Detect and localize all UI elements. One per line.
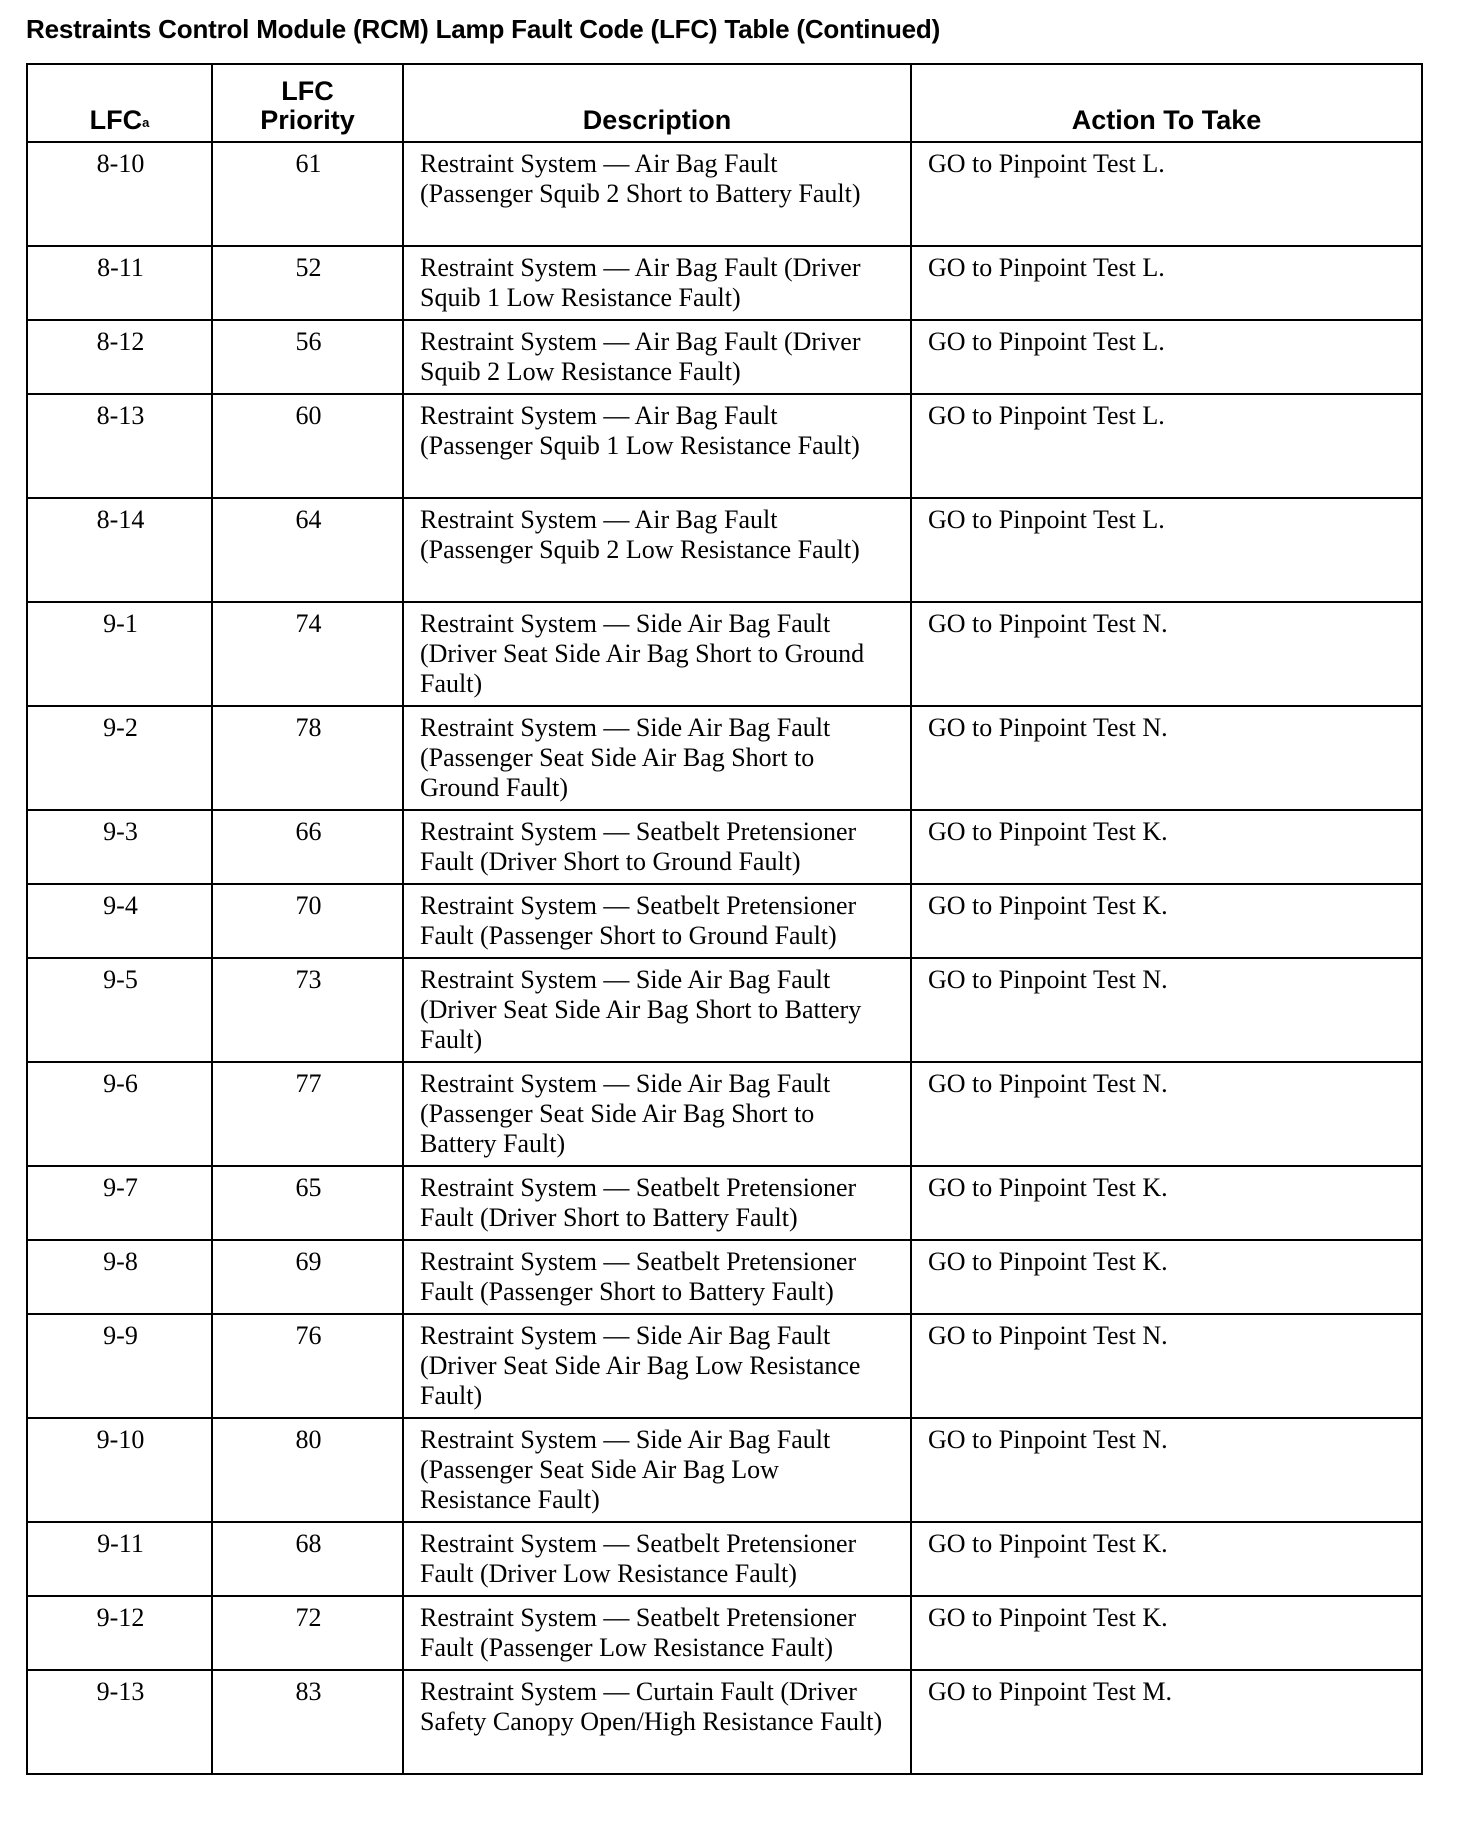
lfc-priority: 78	[212, 706, 403, 810]
header-lfc-label: LFC	[89, 105, 143, 135]
table-row	[27, 1418, 1422, 1522]
lfc-action: GO to Pinpoint Test L.	[911, 320, 1422, 394]
lfc-description: Restraint System — Seatbelt Pretensioner Fault (Passenger Low Resistance Fault)	[403, 1596, 911, 1670]
footnote-marker: a	[142, 115, 150, 130]
table-row	[27, 1596, 1422, 1670]
lfc-description: Restraint System — Air Bag Fault (Passenger Squib 1 Low Resistance Fault)	[403, 394, 911, 498]
header-priority-line1: LFC	[281, 76, 334, 106]
table-row	[27, 810, 1422, 884]
lfc-description: Restraint System — Side Air Bag Fault (Driver Seat Side Air Bag Short to Battery Fault)	[403, 958, 911, 1062]
lfc-code: 9-9	[27, 1314, 212, 1418]
lfc-code: 9-6	[27, 1062, 212, 1166]
lfc-action: GO to Pinpoint Test L.	[911, 394, 1422, 498]
lfc-description: Restraint System — Seatbelt Pretensioner Fault (Driver Low Resistance Fault)	[403, 1522, 911, 1596]
header-lfc	[27, 64, 212, 142]
lfc-action: GO to Pinpoint Test K.	[911, 1596, 1422, 1670]
lfc-code: 9-13	[27, 1670, 212, 1774]
lfc-table	[26, 63, 1423, 1775]
table-row	[27, 706, 1422, 810]
lfc-code: 8-14	[27, 498, 212, 602]
lfc-code: 9-2	[27, 706, 212, 810]
lfc-priority: 74	[212, 602, 403, 706]
lfc-priority: 60	[212, 394, 403, 498]
lfc-code: 9-3	[27, 810, 212, 884]
lfc-code: 9-4	[27, 884, 212, 958]
lfc-action: GO to Pinpoint Test L.	[911, 498, 1422, 602]
lfc-description: Restraint System — Air Bag Fault (Passenger Squib 2 Short to Battery Fault)	[403, 142, 911, 246]
lfc-priority: 56	[212, 320, 403, 394]
table-row	[27, 246, 1422, 320]
lfc-description: Restraint System — Seatbelt Pretensioner Fault (Passenger Short to Battery Fault)	[403, 1240, 911, 1314]
lfc-description: Restraint System — Side Air Bag Fault (Passenger Seat Side Air Bag Short to Ground Fault)	[403, 706, 911, 810]
page-title: Restraints Control Module (RCM) Lamp Fault Code (LFC) Table (Continued)	[26, 14, 941, 44]
lfc-description: Restraint System — Air Bag Fault (Driver Squib 1 Low Resistance Fault)	[403, 246, 911, 320]
lfc-priority: 83	[212, 1670, 403, 1774]
table-row	[27, 602, 1422, 706]
lfc-code: 9-8	[27, 1240, 212, 1314]
table-row	[27, 1670, 1422, 1774]
lfc-priority: 65	[212, 1166, 403, 1240]
lfc-description: Restraint System — Air Bag Fault (Passenger Squib 2 Low Resistance Fault)	[403, 498, 911, 602]
lfc-action: GO to Pinpoint Test M.	[911, 1670, 1422, 1774]
lfc-action: GO to Pinpoint Test N.	[911, 1314, 1422, 1418]
table-row	[27, 320, 1422, 394]
lfc-code: 9-7	[27, 1166, 212, 1240]
lfc-action: GO to Pinpoint Test N.	[911, 1062, 1422, 1166]
lfc-priority: 66	[212, 810, 403, 884]
table-row	[27, 884, 1422, 958]
lfc-code: 9-10	[27, 1418, 212, 1522]
table-row	[27, 1240, 1422, 1314]
lfc-code: 8-10	[27, 142, 212, 246]
lfc-action: GO to Pinpoint Test N.	[911, 602, 1422, 706]
header-row	[27, 64, 1422, 142]
lfc-description: Restraint System — Side Air Bag Fault (Driver Seat Side Air Bag Low Resistance Fault)	[403, 1314, 911, 1418]
lfc-priority: 52	[212, 246, 403, 320]
lfc-action: GO to Pinpoint Test K.	[911, 1240, 1422, 1314]
table-row	[27, 1522, 1422, 1596]
lfc-description: Restraint System — Curtain Fault (Driver Safety Canopy Open/High Resistance Fault)	[403, 1670, 911, 1774]
lfc-action: GO to Pinpoint Test N.	[911, 1418, 1422, 1522]
lfc-code: 9-11	[27, 1522, 212, 1596]
lfc-code: 9-5	[27, 958, 212, 1062]
lfc-priority: 68	[212, 1522, 403, 1596]
lfc-code: 8-11	[27, 246, 212, 320]
lfc-priority: 73	[212, 958, 403, 1062]
lfc-description: Restraint System — Side Air Bag Fault (Driver Seat Side Air Bag Short to Ground Fault)	[403, 602, 911, 706]
lfc-action: GO to Pinpoint Test K.	[911, 1166, 1422, 1240]
lfc-description: Restraint System — Seatbelt Pretensioner Fault (Driver Short to Ground Fault)	[403, 810, 911, 884]
lfc-priority: 77	[212, 1062, 403, 1166]
lfc-action: GO to Pinpoint Test L.	[911, 142, 1422, 246]
lfc-action: GO to Pinpoint Test N.	[911, 958, 1422, 1062]
lfc-action: GO to Pinpoint Test K.	[911, 884, 1422, 958]
table-row	[27, 142, 1422, 246]
lfc-action: GO to Pinpoint Test L.	[911, 246, 1422, 320]
lfc-code: 9-1	[27, 602, 212, 706]
header-action: Action To Take	[911, 64, 1422, 142]
lfc-code: 8-12	[27, 320, 212, 394]
lfc-priority: 72	[212, 1596, 403, 1670]
table-row	[27, 394, 1422, 498]
table-row	[27, 1166, 1422, 1240]
lfc-priority: 69	[212, 1240, 403, 1314]
table-row	[27, 1314, 1422, 1418]
lfc-priority: 70	[212, 884, 403, 958]
lfc-priority: 64	[212, 498, 403, 602]
lfc-code: 9-12	[27, 1596, 212, 1670]
table-row	[27, 958, 1422, 1062]
lfc-priority: 76	[212, 1314, 403, 1418]
header-priority-line2: Priority	[260, 105, 355, 135]
table-row	[27, 498, 1422, 602]
header-priority	[212, 64, 403, 142]
lfc-description: Restraint System — Air Bag Fault (Driver Squib 2 Low Resistance Fault)	[403, 320, 911, 394]
lfc-action: GO to Pinpoint Test K.	[911, 810, 1422, 884]
lfc-description: Restraint System — Side Air Bag Fault (Passenger Seat Side Air Bag Low Resistance Fault)	[403, 1418, 911, 1522]
table-row	[27, 1062, 1422, 1166]
lfc-action: GO to Pinpoint Test K.	[911, 1522, 1422, 1596]
lfc-priority: 61	[212, 142, 403, 246]
lfc-description: Restraint System — Seatbelt Pretensioner Fault (Driver Short to Battery Fault)	[403, 1166, 911, 1240]
header-description: Description	[403, 64, 911, 142]
lfc-description: Restraint System — Seatbelt Pretensioner Fault (Passenger Short to Ground Fault)	[403, 884, 911, 958]
lfc-action: GO to Pinpoint Test N.	[911, 706, 1422, 810]
lfc-priority: 80	[212, 1418, 403, 1522]
lfc-code: 8-13	[27, 394, 212, 498]
lfc-description: Restraint System — Side Air Bag Fault (Passenger Seat Side Air Bag Short to Battery Fault)	[403, 1062, 911, 1166]
